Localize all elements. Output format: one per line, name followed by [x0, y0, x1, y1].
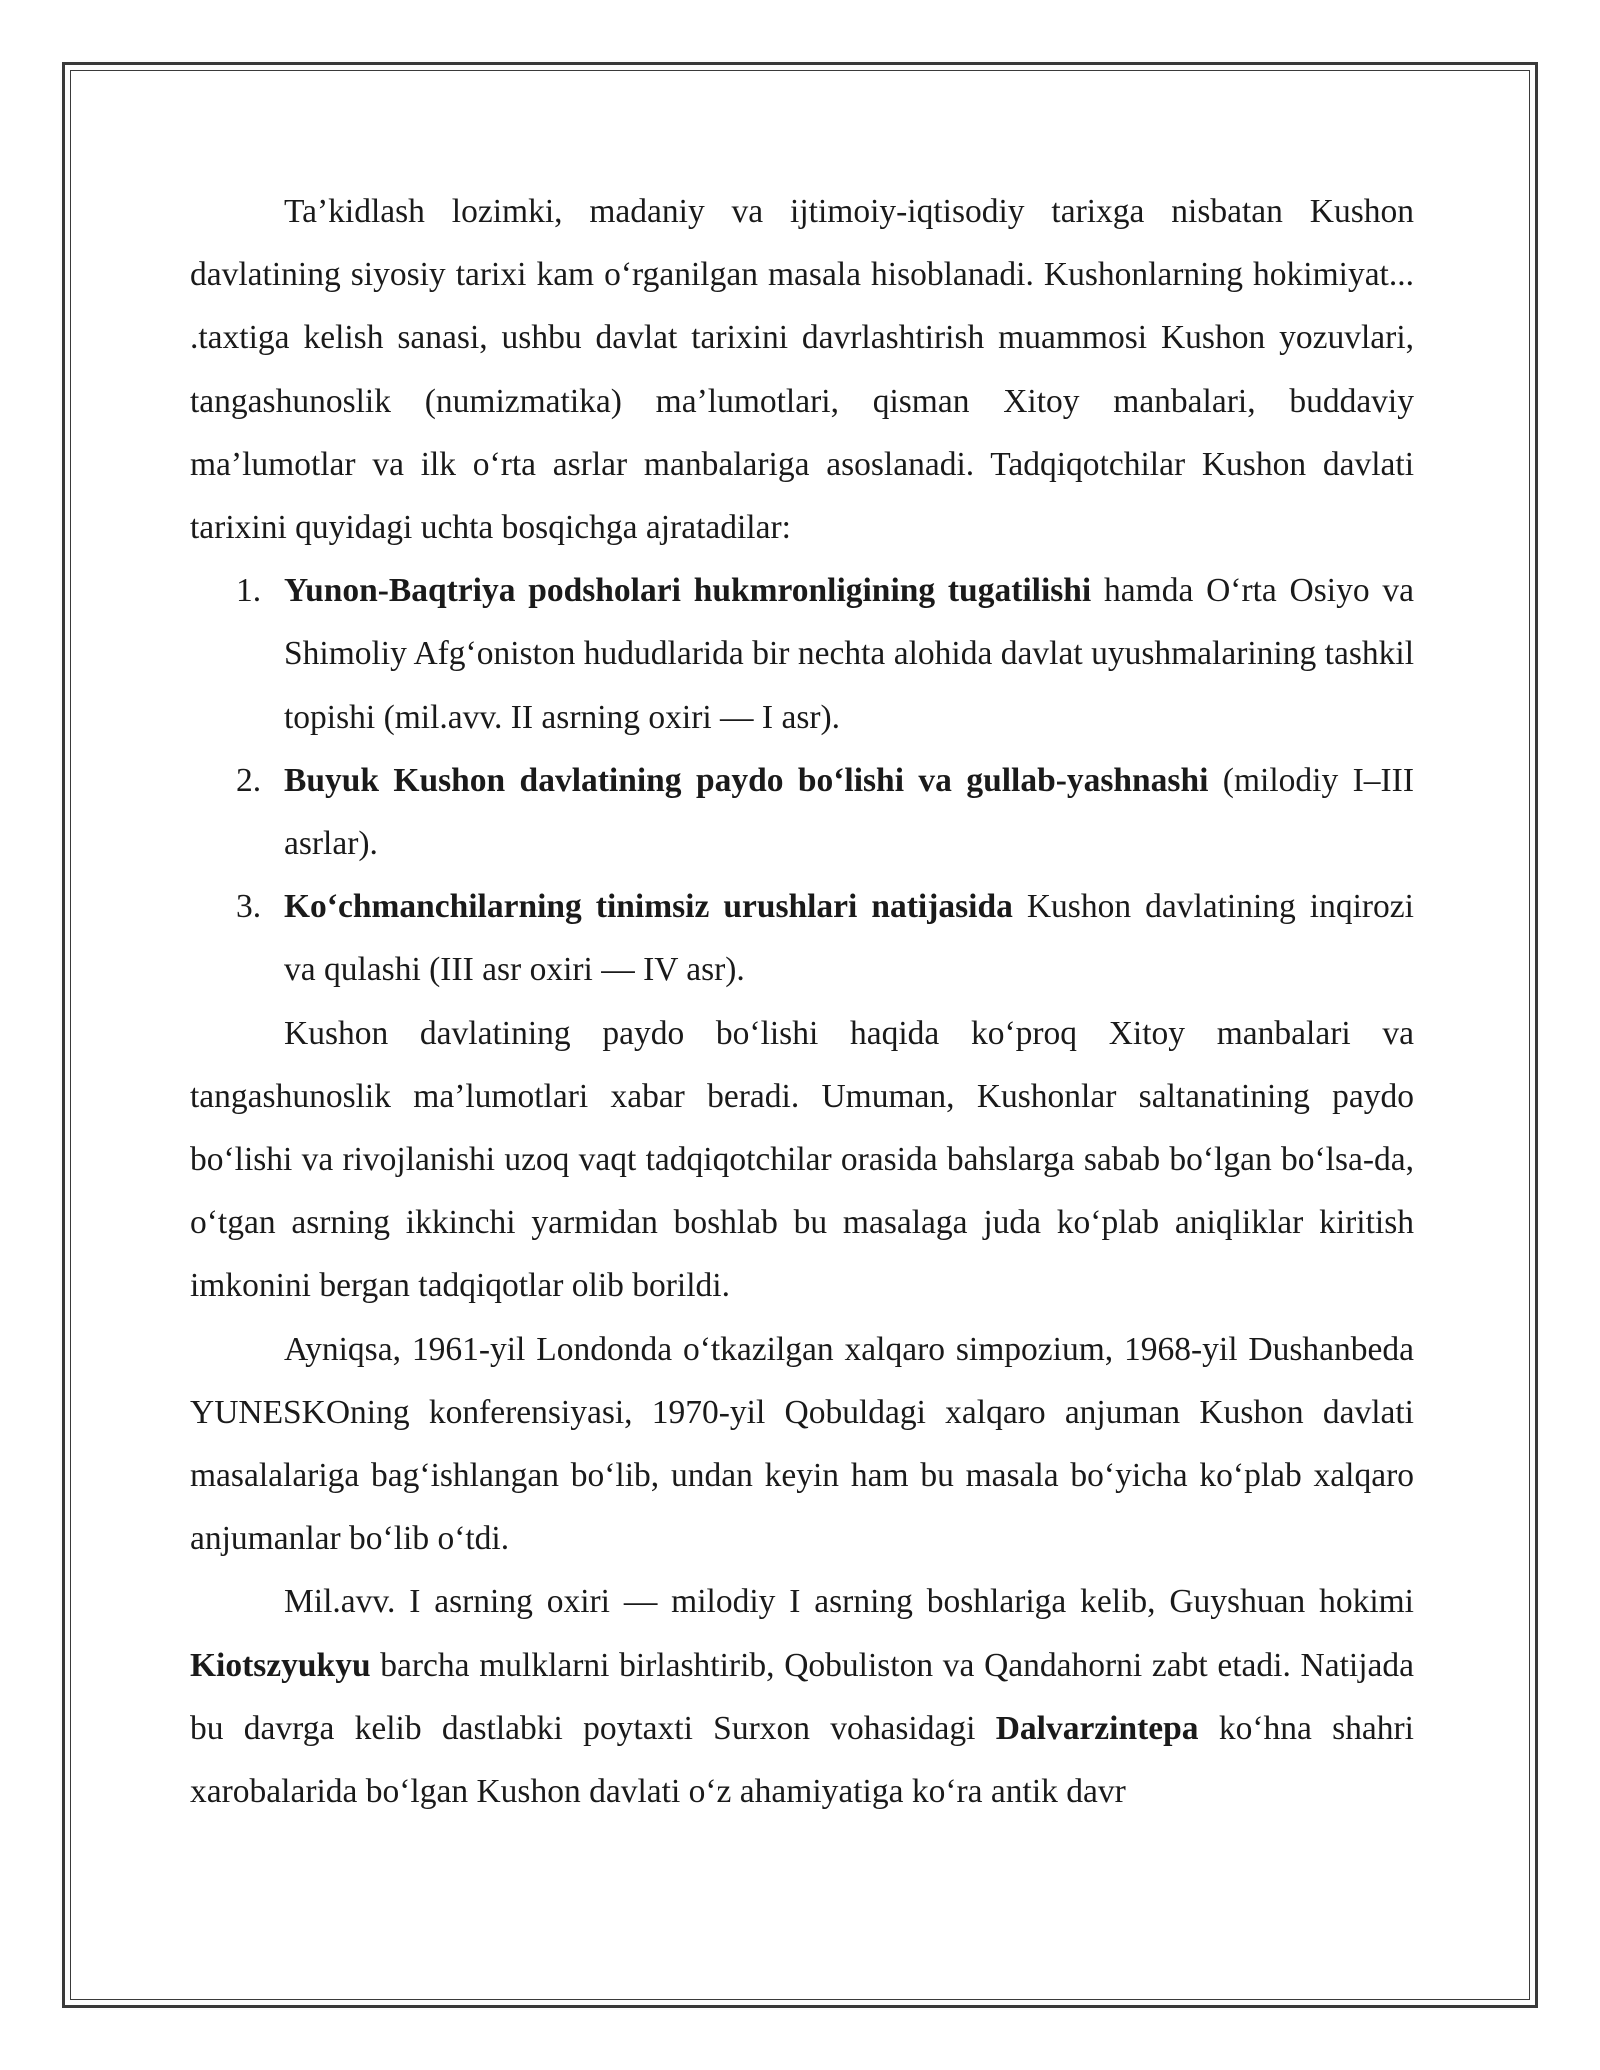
list-item-stage-1: [190, 559, 1414, 749]
paragraph-text: Mil.avv. I asrning oxiri — milodiy I asrning boshlariga kelib, Guyshuan hokimi: [284, 1583, 1414, 1621]
paragraph-text: barcha mulklarni birlashtirib, Qobuliston va Qandahorni zabt etadi. Natijada bu davrga kelib dastlabki poytaxti Surxon vohasidagi: [190, 1646, 1414, 1747]
paragraph-origins: Kushon davlatining paydo bo‘lishi haqida ko‘proq Xitoy manbalari va tangashunoslik ma’lumotlari xabar beradi. Umuman, Kushonlar saltanatining paydo bo‘lishi va rivojlanishi uzoq vaqt tadqiqotchilar orasida bahslarga sabab bo‘lgan bo‘lsa-da, o‘tgan asrning ikkinchi yarmidan boshlab bu masalaga juda ko‘plab aniqliklar kiritish imkonini bergan tadqiqotlar olib borildi.: [190, 1014, 1414, 1305]
list-item-stage-2: [190, 749, 1414, 875]
paragraph-conferences: Ayniqsa, 1961-yil Londonda o‘tkazilgan xalqaro simpozium, 1968-yil Dushanbeda YUNESKOning konferensiyasi, 1970-yil Qobuldagi xalqaro anjuman Kushon davlati masalalariga bag‘ishlangan bo‘lib, undan keyin ham bu masala bo‘yicha ko‘plab xalqaro anjumanlar bo‘lib o‘tdi.: [190, 1330, 1414, 1558]
paragraph-kiotszyukyu: [190, 1570, 1414, 1823]
paragraph-text: ko‘hna shahri xarobalarida bo‘lgan Kushon davlati o‘z ahamiyatiga ko‘ra antik davr: [190, 1709, 1414, 1811]
list-item-stage-3: [190, 875, 1414, 1001]
list-number: 2.: [236, 761, 262, 799]
paragraph-intro: Ta’kidlash lozimki, madaniy va ijtimoiy-iqtisodiy tarixga nisbatan Kushon davlatining siyosiy tarixi kam o‘rganilgan masala hisoblanadi. Kushonlarning hokimiyat... .taxtiga kelish sanasi, ushbu davlat tarixini davrlashtirish muammosi Kushon yozuvlari, tangashunoslik (numizmatika) ma’lumotlari, qisman Xitoy manbalari, buddaviy ma’lumotlar va ilk o‘rta asrlar manbalariga asoslanadi. Tadqiqotchilar Kushon davlati tarixini quyidagi uchta bosqichga ajratadilar:: [190, 193, 1414, 547]
stage-text: Kushon davlatining inqirozi va qulashi (III asr oxiri — IV asr).: [284, 888, 1414, 989]
list-number: 3.: [236, 888, 262, 926]
document-body: [190, 180, 1414, 1823]
stage-text: (milodiy I–III asrlar).: [284, 761, 1414, 863]
stage-title: Yunon-Baqtriya podsholari hukmronligining tugatilishi: [284, 572, 1092, 610]
list-number: 1.: [236, 572, 262, 610]
stage-title: Buyuk Kushon davlatining paydo bo‘lishi va gullab-yashnashi: [284, 761, 1209, 799]
bold-name-dalvarzintepa: Dalvarzintepa: [995, 1709, 1199, 1747]
bold-name-kiotszyukyu: Kiotszyukyu: [190, 1646, 371, 1684]
stage-text: hamda O‘rta Osiyo va Shimoliy Afg‘oniston hududlarida bir nechta alohida davlat uyushmalarining tashkil topishi (mil.avv. II asrning oxiri — I asr).: [284, 572, 1414, 736]
stage-title: Ko‘chmanchilarning tinimsiz urushlari natijasida: [284, 888, 1013, 926]
stages-list: [190, 559, 1414, 1001]
